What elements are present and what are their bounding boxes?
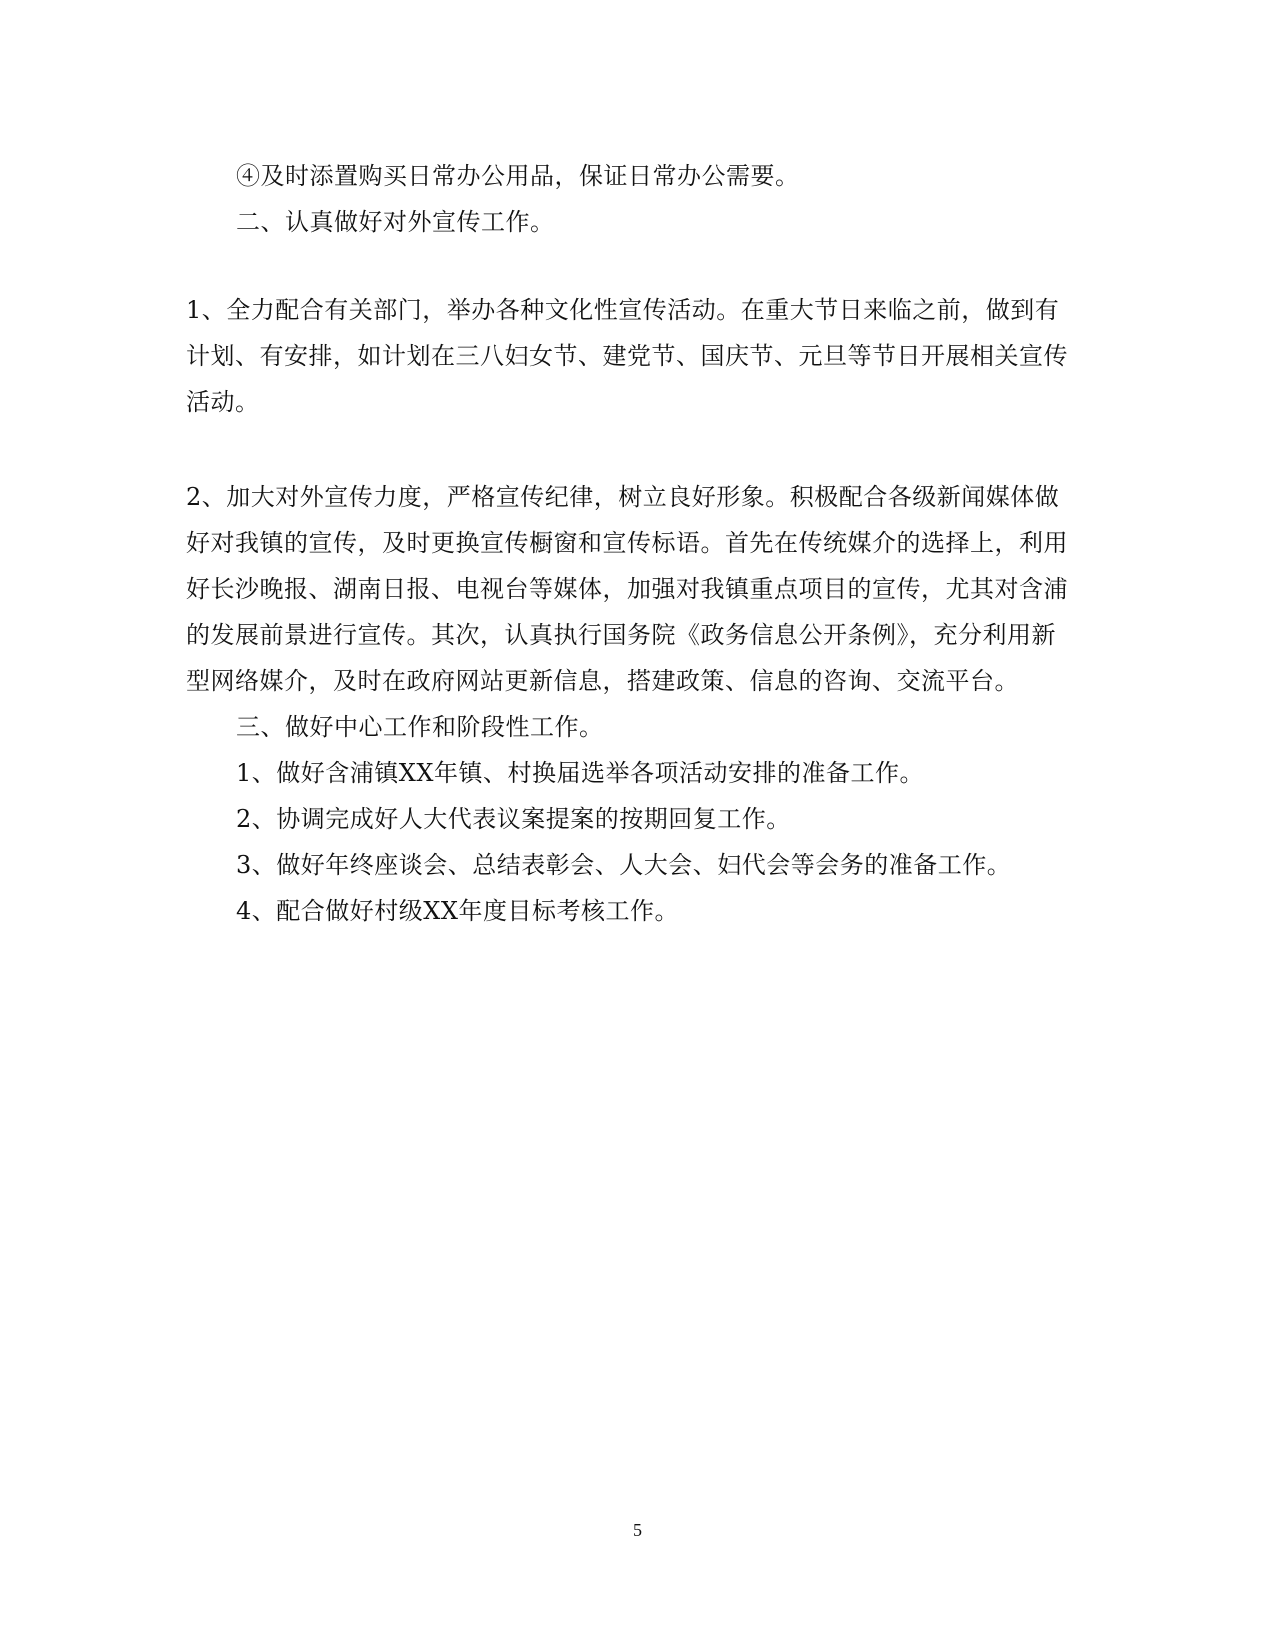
section-2-heading: 二、认真做好对外宣传工作。 xyxy=(236,208,555,236)
section-3-heading: 三、做好中心工作和阶段性工作。 xyxy=(236,713,604,741)
paragraph-2-line-5: 型网络媒介，及时在政府网站更新信息，搭建政策、信息的咨询、交流平台。 xyxy=(186,667,1019,695)
page-number: 5 xyxy=(633,1520,642,1540)
paragraph-1-line-2: 计划、有安排，如计划在三八妇女节、建党节、国庆节、元旦等节日开展相关宣传 xyxy=(186,342,1068,370)
paragraph-2-line-2: 好对我镇的宣传，及时更换宣传橱窗和宣传标语。首先在传统媒介的选择上，利用 xyxy=(186,529,1068,557)
section-3-item-1: 1、做好含浦镇XX年镇、村换届选举各项活动安排的准备工作。 xyxy=(236,759,924,787)
paragraph-2-line-1: 2、加大对外宣传力度，严格宣传纪律，树立良好形象。积极配合各级新闻媒体做 xyxy=(186,483,1060,511)
paragraph-1-line-1: 1、全力配合有关部门，举办各种文化性宣传活动。在重大节日来临之前，做到有 xyxy=(186,296,1060,324)
paragraph-2-line-3: 好长沙晚报、湖南日报、电视台等媒体，加强对我镇重点项目的宣传，尤其对含浦 xyxy=(186,575,1068,603)
section-3-item-2: 2、协调完成好人大代表议案提案的按期回复工作。 xyxy=(236,805,791,833)
paragraph-1-line-3: 活动。 xyxy=(186,388,260,416)
section-3-item-3: 3、做好年终座谈会、总结表彰会、人大会、妇代会等会务的准备工作。 xyxy=(236,851,1012,879)
item-4-office-supplies: ④及时添置购买日常办公用品，保证日常办公需要。 xyxy=(236,162,800,190)
paragraph-2-line-4: 的发展前景进行宣传。其次，认真执行国务院《政务信息公开条例》，充分利用新 xyxy=(186,621,1056,649)
section-3-item-4: 4、配合做好村级XX年度目标考核工作。 xyxy=(236,897,679,925)
